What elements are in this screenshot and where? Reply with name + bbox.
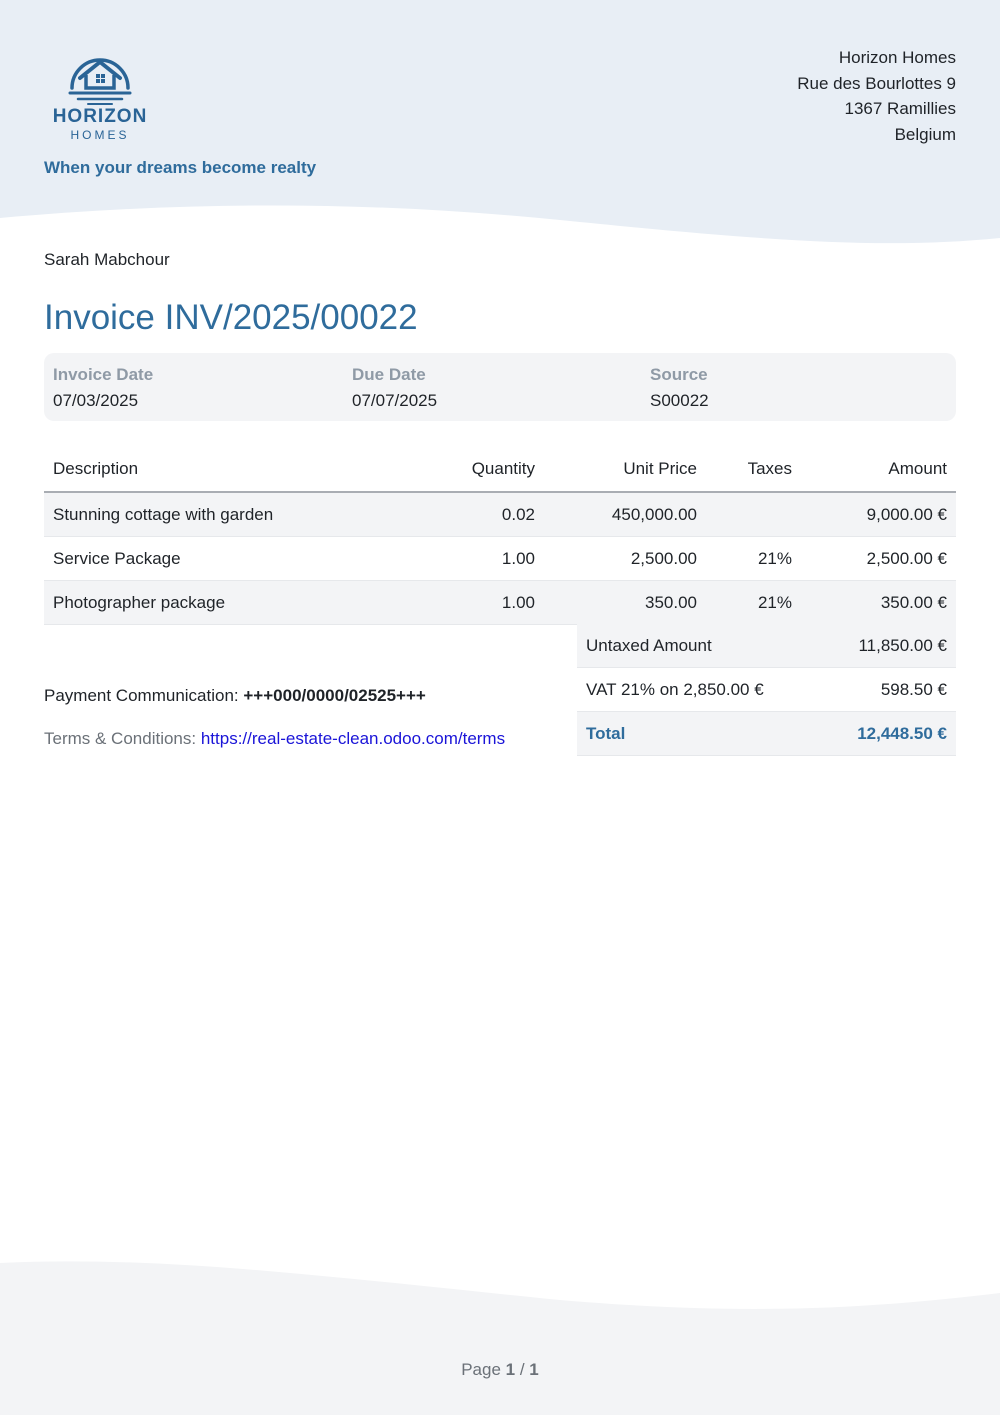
untaxed-amount-row (577, 624, 956, 668)
table-row (44, 537, 956, 581)
vat-label: VAT 21% on 2,850.00 € (577, 668, 821, 712)
line-amount: 9,000.00 € (801, 492, 956, 537)
due-date-field (352, 365, 437, 411)
source-field (650, 365, 709, 411)
house-logo-icon (66, 48, 134, 106)
logo-subtitle: HOMES (70, 128, 130, 142)
column-header-amount: Amount (801, 447, 956, 492)
terms-and-conditions (44, 729, 505, 749)
line-quantity: 1.00 (424, 537, 544, 581)
company-street: Rue des Bourlottes 9 (797, 73, 956, 93)
line-description: Service Package (44, 537, 424, 581)
line-quantity: 1.00 (424, 581, 544, 625)
source-value: S00022 (650, 391, 709, 410)
company-address (797, 45, 956, 147)
line-description: Stunning cottage with garden (44, 492, 424, 537)
company-city: 1367 Ramillies (844, 99, 956, 119)
untaxed-amount-value: 11,850.00 € (821, 624, 956, 668)
line-taxes (706, 492, 801, 537)
page-total: 1 (529, 1360, 539, 1379)
invoice-date-label: Invoice Date (53, 365, 154, 384)
line-taxes: 21% (706, 537, 801, 581)
table-row (44, 581, 956, 625)
column-header-unit-price: Unit Price (544, 447, 706, 492)
line-taxes: 21% (706, 581, 801, 625)
invoice-date-value: 07/03/2025 (53, 391, 139, 410)
invoice-title: Invoice INV/2025/00022 (44, 298, 418, 337)
due-date-value: 07/07/2025 (352, 391, 438, 410)
customer-name: Sarah Mabchour (44, 250, 170, 269)
line-unit-price: 2,500.00 (544, 537, 706, 581)
line-unit-price: 450,000.00 (544, 492, 706, 537)
company-name: Horizon Homes (838, 48, 956, 67)
table-header-row (44, 447, 956, 492)
column-header-taxes: Taxes (706, 447, 801, 492)
column-header-description: Description (44, 447, 424, 492)
invoice-info-box (44, 353, 956, 421)
total-row (577, 712, 956, 756)
payment-reference: +++000/0000/02525+++ (243, 686, 426, 705)
vat-row (577, 668, 956, 712)
total-value: 12,448.50 € (821, 712, 956, 756)
line-unit-price: 350.00 (544, 581, 706, 625)
untaxed-amount-label: Untaxed Amount (577, 624, 821, 668)
source-label: Source (650, 365, 708, 384)
page-separator: / (515, 1360, 530, 1379)
company-country: Belgium (894, 124, 956, 144)
payment-communication (44, 686, 426, 706)
total-label: Total (577, 712, 821, 756)
company-logo (48, 48, 152, 146)
terms-link[interactable]: https://real-estate-clean.odoo.com/terms (200, 729, 506, 748)
line-quantity: 0.02 (424, 492, 544, 537)
totals-table (577, 624, 956, 756)
company-tagline: When your dreams become realty (44, 158, 317, 177)
footer-background (0, 1255, 1000, 1415)
due-date-label: Due Date (352, 365, 426, 384)
table-row (44, 492, 956, 537)
page-label: Page (461, 1360, 506, 1379)
line-amount: 350.00 € (801, 581, 956, 625)
page-current: 1 (505, 1360, 516, 1379)
invoice-date-field (53, 365, 153, 411)
line-description: Photographer package (44, 581, 424, 625)
terms-label: Terms & Conditions: (44, 729, 201, 748)
payment-communication-label: Payment Communication: (44, 686, 244, 705)
vat-value: 598.50 € (821, 668, 956, 712)
page-number (0, 1360, 1000, 1380)
line-amount: 2,500.00 € (801, 537, 956, 581)
invoice-lines-table (44, 447, 956, 625)
logo-name: HORIZON (52, 106, 148, 127)
column-header-quantity: Quantity (424, 447, 544, 492)
